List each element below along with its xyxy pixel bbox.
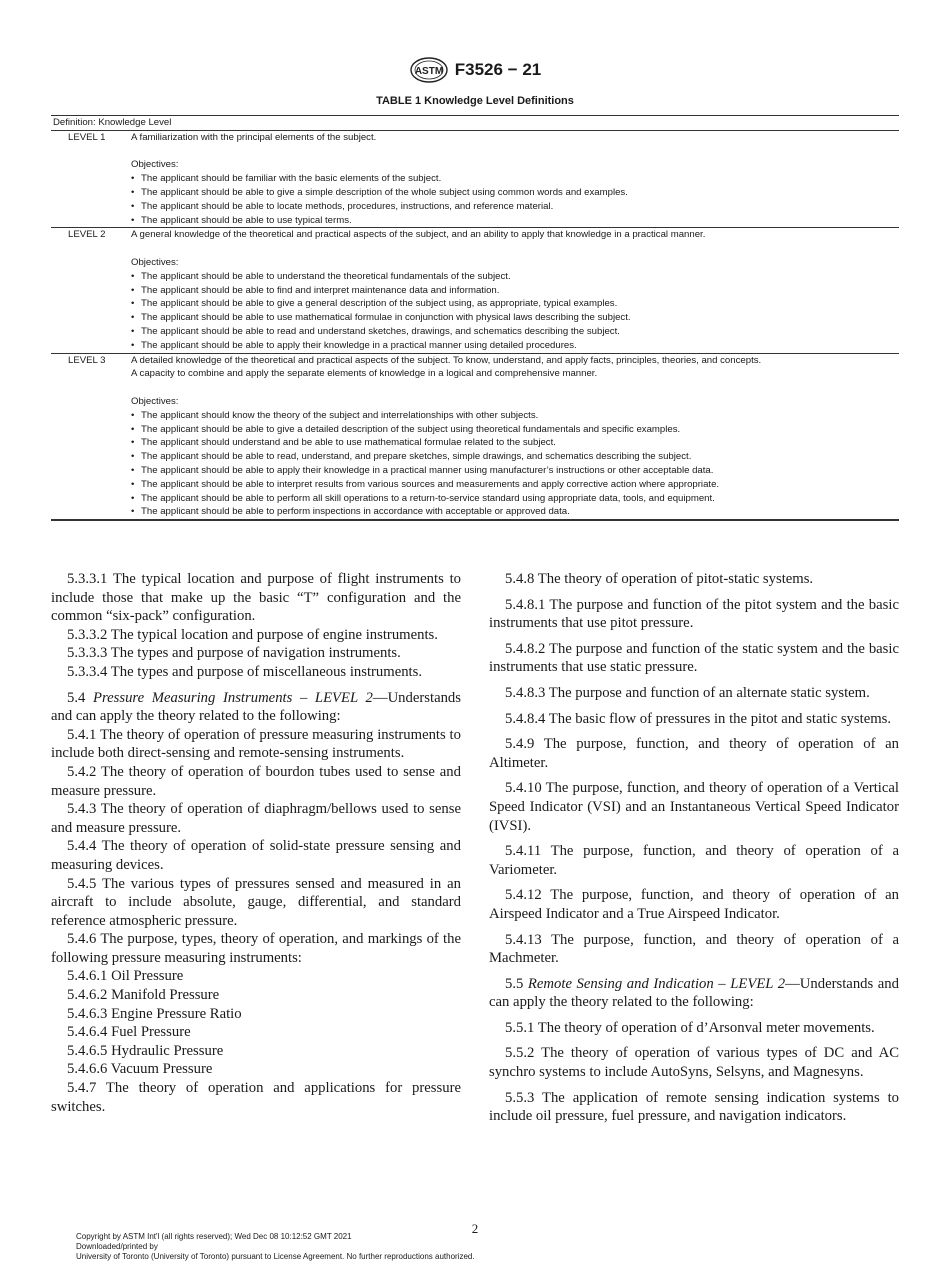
objective-text: The applicant should be able to interpret results from various sources and measurements and apply corrective action where appropriate. — [141, 478, 720, 490]
objective-item — [131, 492, 899, 506]
paragraph-5-4-10: 5.4.10 The purpose, function, and theory of operation of a Vertical Speed Indicator (VSI) and an Instantaneous Vertical Speed Indicator (IVSI). — [489, 780, 899, 834]
table-body — [51, 131, 899, 521]
objective-text: The applicant should be familiar with the basic elements of the subject. — [141, 173, 442, 185]
paragraph-5-4-7: 5.4.7 The theory of operation and applications for pressure switches. — [51, 1080, 461, 1115]
objectives-label: Objectives: — [131, 256, 179, 268]
section-5-4-text: —Understands and can apply the theory related to the following: — [51, 689, 461, 725]
level-name: LEVEL 1 — [68, 131, 106, 143]
paragraph-5-4-8: 5.4.8 The theory of operation of pitot-static systems. — [505, 571, 814, 587]
footer-line-downloaded: Downloaded/printed by — [76, 1242, 158, 1251]
bullet-icon: • — [131, 409, 135, 421]
page-header — [0, 55, 950, 85]
bullet-icon: • — [131, 173, 135, 185]
paragraph-5-4-8-2: 5.4.8.2 The purpose and function of the static system and the basic instruments that use static pressure. — [489, 640, 899, 676]
bullet-icon: • — [131, 214, 135, 226]
bullet-icon: • — [131, 284, 135, 296]
paragraph-5-4-5: 5.4.5 The various types of pressures sensed and measured in an aircraft to include absolute, gauge, differential, and standard reference atmospheric pressure. — [51, 875, 461, 929]
bullet-icon: • — [131, 298, 135, 310]
right-column — [489, 570, 899, 1126]
level-name: LEVEL 2 — [68, 229, 106, 241]
paragraph-5-3-3-2: 5.3.3.2 The typical location and purpose of engine instruments. — [67, 626, 438, 643]
paragraph-5-4-4: 5.4.4 The theory of operation of solid-state pressure sensing and measuring devices. — [51, 838, 461, 873]
objective-text: The applicant should be able to use typical terms. — [141, 214, 352, 226]
level-name: LEVEL 3 — [68, 354, 106, 366]
objective-item — [131, 297, 899, 311]
section-5-5-number: 5.5 — [505, 975, 524, 992]
bullet-icon: • — [131, 506, 135, 518]
paragraph-5-4-9: 5.4.9 The purpose, function, and theory of operation of an Altimeter. — [489, 736, 899, 771]
bullet-icon: • — [131, 451, 135, 463]
paragraph-5-4-2: 5.4.2 The theory of operation of bourdon tubes used to sense and measure pressure. — [51, 763, 461, 799]
objective-item — [131, 450, 899, 464]
level-definition-line: A detailed knowledge of the theoretical and practical aspects of the subject. To know, understand, and apply facts, principles, theories, and concepts. — [131, 354, 762, 366]
objective-item — [131, 311, 899, 325]
paragraph-5-4-13: 5.4.13 The purpose, function, and theory of operation of a Machmeter. — [489, 931, 899, 967]
astm-logo-icon — [409, 57, 449, 83]
bullet-icon: • — [131, 186, 135, 198]
spacer — [131, 381, 899, 395]
footer-line-license: University of Toronto (University of Toronto) pursuant to License Agreement. No further reproductions authorized. — [76, 1252, 475, 1261]
paragraph-5-4-6-5: 5.4.6.5 Hydraulic Pressure — [67, 1042, 224, 1059]
level-row — [51, 354, 899, 522]
objective-item — [131, 464, 899, 478]
objective-text: The applicant should be able to locate methods, procedures, instructions, and reference material. — [141, 200, 554, 212]
objective-text: The applicant should be able to apply their knowledge in a practical manner using detailed procedures. — [141, 339, 577, 351]
bullet-icon: • — [131, 200, 135, 212]
objective-text: The applicant should be able to give a simple description of the whole subject using common words and examples. — [141, 186, 628, 198]
paragraph-5-4-6-3: 5.4.6.3 Engine Pressure Ratio — [67, 1005, 242, 1022]
section-5-5-title: Remote Sensing and Indication – LEVEL 2 — [527, 975, 786, 992]
paragraph-5-4-8-3: 5.4.8.3 The purpose and function of an alternate static system. — [505, 684, 870, 701]
objective-text: The applicant should be able to apply their knowledge in a practical manner using manufacturer’s instructions or other acceptable data. — [141, 464, 714, 476]
objective-item — [131, 478, 899, 492]
objective-text: The applicant should be able to read and understand sketches, drawings, and schematics describing the subject. — [141, 325, 620, 337]
objective-item — [131, 200, 899, 214]
paragraph-5-4-1: 5.4.1 The theory of operation of pressure measuring instruments to include both direct-sensing and remote-sensing instruments. — [51, 726, 461, 762]
level-definition-cell — [131, 131, 899, 228]
paragraph-5-5-3: 5.5.3 The application of remote sensing indication systems to include oil pressure, fuel pressure, and navigation indicators. — [489, 1089, 899, 1125]
paragraph-5-4-11: 5.4.11 The purpose, function, and theory of operation of a Variometer. — [489, 843, 899, 878]
level-definition-cell — [131, 228, 899, 352]
table-title: TABLE 1 Knowledge Level Definitions — [376, 95, 574, 107]
level-definition-line: A familiarization with the principal elements of the subject. — [131, 131, 377, 143]
paragraph-5-4-6-4: 5.4.6.4 Fuel Pressure — [67, 1024, 191, 1041]
paragraph-5-4-6-2: 5.4.6.2 Manifold Pressure — [67, 987, 220, 1004]
bullet-icon: • — [131, 492, 135, 504]
objectives-label: Objectives: — [131, 395, 179, 407]
bullet-icon: • — [131, 270, 135, 282]
svg-text:ASTM: ASTM — [414, 66, 443, 77]
bullet-icon: • — [131, 312, 135, 324]
bullet-icon: • — [131, 325, 135, 337]
level-row — [51, 131, 899, 229]
left-column — [51, 570, 461, 1116]
paragraph-5-4-6: 5.4.6 The purpose, types, theory of operation, and markings of the following pressure measuring instruments: — [51, 931, 461, 966]
objective-text: The applicant should be able to give a general description of the subject using, as appropriate, typical examples. — [141, 298, 618, 310]
knowledge-level-table — [51, 115, 899, 521]
page-number: 2 — [471, 1221, 479, 1236]
paragraph-5-4-6-6: 5.4.6.6 Vacuum Pressure — [67, 1061, 213, 1078]
objective-item — [131, 339, 899, 353]
objective-text: The applicant should be able to read, understand, and prepare sketches, simple drawings, and schematics describing the subject. — [141, 451, 692, 463]
objective-item — [131, 505, 899, 519]
paragraph-5-4-12: 5.4.12 The purpose, function, and theory of operation of an Airspeed Indicator and a True Airspeed Indicator. — [489, 887, 899, 922]
objective-text: The applicant should be able to use mathematical formulae in conjunction with physical laws describing the subject. — [141, 312, 631, 324]
objectives-label: Objectives: — [131, 159, 179, 171]
bullet-icon: • — [131, 464, 135, 476]
paragraph-5-4-8-1: 5.4.8.1 The purpose and function of the pitot system and the basic instruments that use pitot pressure. — [489, 596, 899, 632]
objective-text: The applicant should be able to perform all skill operations to a return-to-service standard using appropriate data, tools, and equipment. — [141, 492, 715, 504]
table-header: Definition: Knowledge Level — [51, 115, 899, 131]
bullet-icon: • — [131, 423, 135, 435]
objective-item — [131, 186, 899, 200]
level-definition-line: A general knowledge of the theoretical and practical aspects of the subject, and an ability to apply that knowledge in a practical manner. — [131, 229, 706, 241]
paragraph-5-3-3-4: 5.3.3.4 The types and purpose of miscellaneous instruments. — [67, 663, 423, 680]
paragraph-5-3-3-3: 5.3.3.3 The types and purpose of navigation instruments. — [67, 645, 401, 662]
bullet-icon: • — [131, 339, 135, 351]
paragraph-5-5-2: 5.5.2 The theory of operation of various types of DC and AC synchro systems to include AutoSyns, Selsyns, and Magnesyns. — [489, 1045, 899, 1081]
copyright-footer — [76, 1232, 475, 1262]
objective-item — [131, 325, 899, 339]
objective-text: The applicant should be able to understand the theoretical fundamentals of the subject. — [141, 270, 511, 282]
level-row — [51, 228, 899, 353]
paragraph-5-4-8-4: 5.4.8.4 The basic flow of pressures in the pitot and static systems. — [505, 710, 892, 727]
paragraph-5-3-3-1: 5.3.3.1 The typical location and purpose of flight instruments to include those that make up the basic “T” configuration and the common “six-pack” configuration. — [51, 571, 461, 625]
paragraph-5-5-1: 5.5.1 The theory of operation of d’Arsonval meter movements. — [505, 1019, 875, 1036]
objective-text: The applicant should be able to find and interpret maintenance data and information. — [141, 284, 500, 296]
section-5-5-heading — [489, 975, 899, 1012]
objective-item — [131, 409, 899, 423]
objective-item — [131, 436, 899, 450]
objective-text: The applicant should be able to give a detailed description of the subject using theoretical fundamentals and specific examples. — [141, 423, 681, 435]
paragraph-5-4-3: 5.4.3 The theory of operation of diaphragm/bellows used to sense and measure pressure. — [51, 801, 461, 836]
document-number: F3526 − 21 — [454, 60, 542, 79]
section-5-4-title: Pressure Measuring Instruments – LEVEL 2 — [92, 689, 373, 706]
objective-item — [131, 270, 899, 284]
level-definition-line: A capacity to combine and apply the separate elements of knowledge in a logical and comprehensive manner. — [131, 368, 598, 380]
footer-line-copyright: Copyright by ASTM Int'l (all rights reserved); Wed Dec 08 10:12:52 GMT 2021 — [76, 1232, 352, 1241]
bullet-icon: • — [131, 437, 135, 449]
section-5-4-number: 5.4 — [67, 689, 86, 706]
objective-text: The applicant should know the theory of the subject and interrelationships with other subjects. — [141, 409, 539, 421]
objective-item — [131, 284, 899, 298]
level-definition-cell — [131, 354, 899, 520]
objective-item — [131, 423, 899, 437]
objective-item — [131, 214, 899, 228]
section-5-4-heading — [51, 689, 461, 726]
section-5-5-text: —Understands and can apply the theory related to the following: — [489, 975, 899, 1011]
bullet-icon: • — [131, 478, 135, 490]
objective-item — [131, 172, 899, 186]
paragraph-5-4-6-1: 5.4.6.1 Oil Pressure — [67, 968, 184, 985]
objective-text: The applicant should understand and be able to use mathematical formulae related to the subject. — [141, 437, 556, 449]
spacer — [131, 145, 899, 159]
spacer — [131, 242, 899, 256]
objective-text: The applicant should be able to perform inspections in accordance with acceptable or approved data. — [141, 506, 570, 518]
